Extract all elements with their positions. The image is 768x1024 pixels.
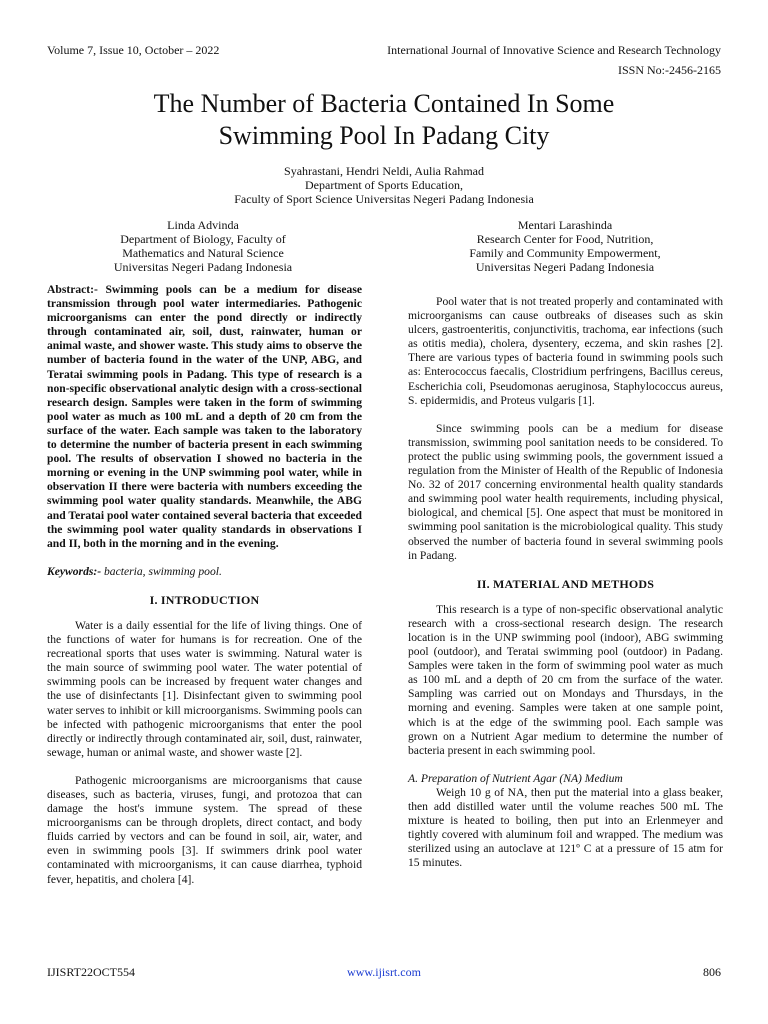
main-author-faculty: Faculty of Sport Science Universitas Negeri Padang Indonesia <box>234 192 534 206</box>
journal-issn: ISSN No:-2456-2165 <box>617 63 721 77</box>
intro-paragraph-1: Water is a daily essential for the life of living things. One of the functions of water for humans is for recreation. One of the recreational sports that uses water is swimming. Natural water is the main source of swimming pool water. The water potential of swimming pools can be increased by frequent water changes and the use of disinfectants [1]. Disinfectant given to swimming pool water serves to inhibit or kill microorganisms. Swimming pools can be infected with pathogenic microorganisms that enter the pool directly or indirectly through contaminated air, soil, dust, rainwater, sewage, human or animal waste, and shower waste [2]. <box>47 618 362 759</box>
abstract: Abstract:- Swimming pools can be a medium for disease transmission through pool water intermediaries. Pathogenic microorganisms can enter the pond directly or indirectly through contaminated air, soil, dust, rainwater, human or animal waste, and shower waste. This study aims to observe the number of bacteria found in the water of the UNP, ABG, and Teratai swimming pools in Padang. This type of research is a non-specific observational analytic design with a cross-sectional research design. Samples were taken in the form of swimming pool water as much as 100 mL and a depth of 20 cm from the surface of the water. Each sample was taken to the laboratory to determine the number of bacteria present in each swimming pool. The results of observation I showed no bacteria in the morning or evening in the UNP swimming pool water, while in observation II there were bacteria with numbers exceeding the swimming pool water quality standards. Meanwhile, the ABG and Teratai pool water contained several bacteria that exceeded the swimming pool water quality standards in observations I and II, both in the morning and in the evening. <box>47 283 362 550</box>
keywords-label: Keywords:- <box>47 564 102 578</box>
footer-paper-code: IJISRT22OCT554 <box>47 965 135 979</box>
right-column <box>408 295 723 870</box>
author-left-line2: Mathematics and Natural Science <box>122 246 284 260</box>
footer-page-number: 806 <box>703 965 721 979</box>
footer-website-link[interactable]: www.ijisrt.com <box>347 965 421 979</box>
keywords <box>47 565 362 579</box>
main-author-dept: Department of Sports Education, <box>305 178 463 192</box>
author-right-name: Mentari Larashinda <box>517 218 613 232</box>
journal-name: International Journal of Innovative Science and Research Technology <box>387 43 721 57</box>
author-left <box>47 218 359 274</box>
author-right-line3: Universitas Negeri Padang Indonesia <box>475 260 655 274</box>
title-line-2: Swimming Pool In Padang City <box>218 121 550 150</box>
title-line-1: The Number of Bacteria Contained In Some <box>153 89 615 118</box>
author-right-line1: Research Center for Food, Nutrition, <box>476 232 654 246</box>
right-paragraph-2: Since swimming pools can be a medium for disease transmission, swimming pool sanitation needs to be considered. To protect the public using swimming pools, the government issued a regulation from the Minister of Health of the Republic of Indonesia No. 32 of 2017 concerning environmental health quality standards and swimming pool water health requirements, including physical, biological, and chemical [5]. One aspect that must be monitored in swimming pool sanitation is the microbiological quality. This study observed the number of bacteria found in several swimming pools in Padang. <box>408 421 723 562</box>
author-left-line1: Department of Biology, Faculty of <box>120 232 286 246</box>
main-author-names: Syahrastani, Hendri Neldi, Aulia Rahmad <box>284 164 484 178</box>
journal-volume: Volume 7, Issue 10, October – 2022 <box>47 43 220 57</box>
main-authors <box>47 164 721 206</box>
right-paragraph-1: Pool water that is not treated properly and contaminated with microorganisms can cause outbreaks of diseases such as skin ulcers, gastroenteritis, conjunctivitis, trachoma, ear infections (such as otitis media), cholera, dysentery, eczema, and skin rashes [2]. There are various types of bacteria found in swimming pools such as: Enterococcus faecalis, Clostridium perfringens, Bacillus cereus, Escherichia coli, Pseudomonas aeruginosa, Staphylococcus aureus, S. epidermidis, and Proteus vulgaris [1]. <box>408 295 723 407</box>
author-left-name: Linda Advinda <box>167 218 239 232</box>
section-heading-methods: II. MATERIAL AND METHODS <box>476 576 655 591</box>
left-column <box>47 283 362 887</box>
subsection-heading-a: A. Preparation of Nutrient Agar (NA) Medium <box>408 771 623 785</box>
methods-paragraph-1: This research is a type of non-specific observational analytic research with a cross-sectional research design. The research location is in the UNP swimming pool (indoor), ABG swimming pool (outdoor), and Teratai swimming pool (outdoor) in Padang. Samples were taken in the form of swimming pool water as much as 100 mL and a depth of 20 cm from the surface of the water. Sampling was carried out on Mondays and Thursdays, in the morning and evening. Samples were taken at one sample point, which is at the edge of the swimming pool. Each sample was grown on a Nutrient Agar medium to determine the number of bacteria present in each swimming pool. <box>408 602 723 757</box>
keywords-text: bacteria, swimming pool. <box>101 564 222 578</box>
author-left-line3: Universitas Negeri Padang Indonesia <box>113 260 293 274</box>
subsection-a-paragraph: Weigh 10 g of NA, then put the material into a glass beaker, then add distilled water until the volume reaches 500 mL The mixture is heated to boiling, then put into an Erlenmeyer and tightly covered with aluminum foil and wrapped. The medium was sterilized using an autoclave at 121º C at a pressure of 15 atm for 15 minutes. <box>408 785 723 870</box>
section-heading-introduction: I. INTRODUCTION <box>149 592 260 607</box>
author-right <box>409 218 721 274</box>
author-right-line2: Family and Community Empowerment, <box>469 246 661 260</box>
intro-paragraph-2: Pathogenic microorganisms are microorganisms that cause diseases, such as bacteria, viruses, fungi, and protozoa that can damage the host's immune system. The spread of these microorganisms can be through droplets, direct contact, and body fluids carried by vectors and can be found in soil, air, water, and even in swimming pools [3]. If swimmers drink pool water contaminated with microorganisms, it can cause diarrhea, typhoid fever, hepatitis, and cholera [4]. <box>47 773 362 886</box>
paper-title <box>47 88 721 152</box>
